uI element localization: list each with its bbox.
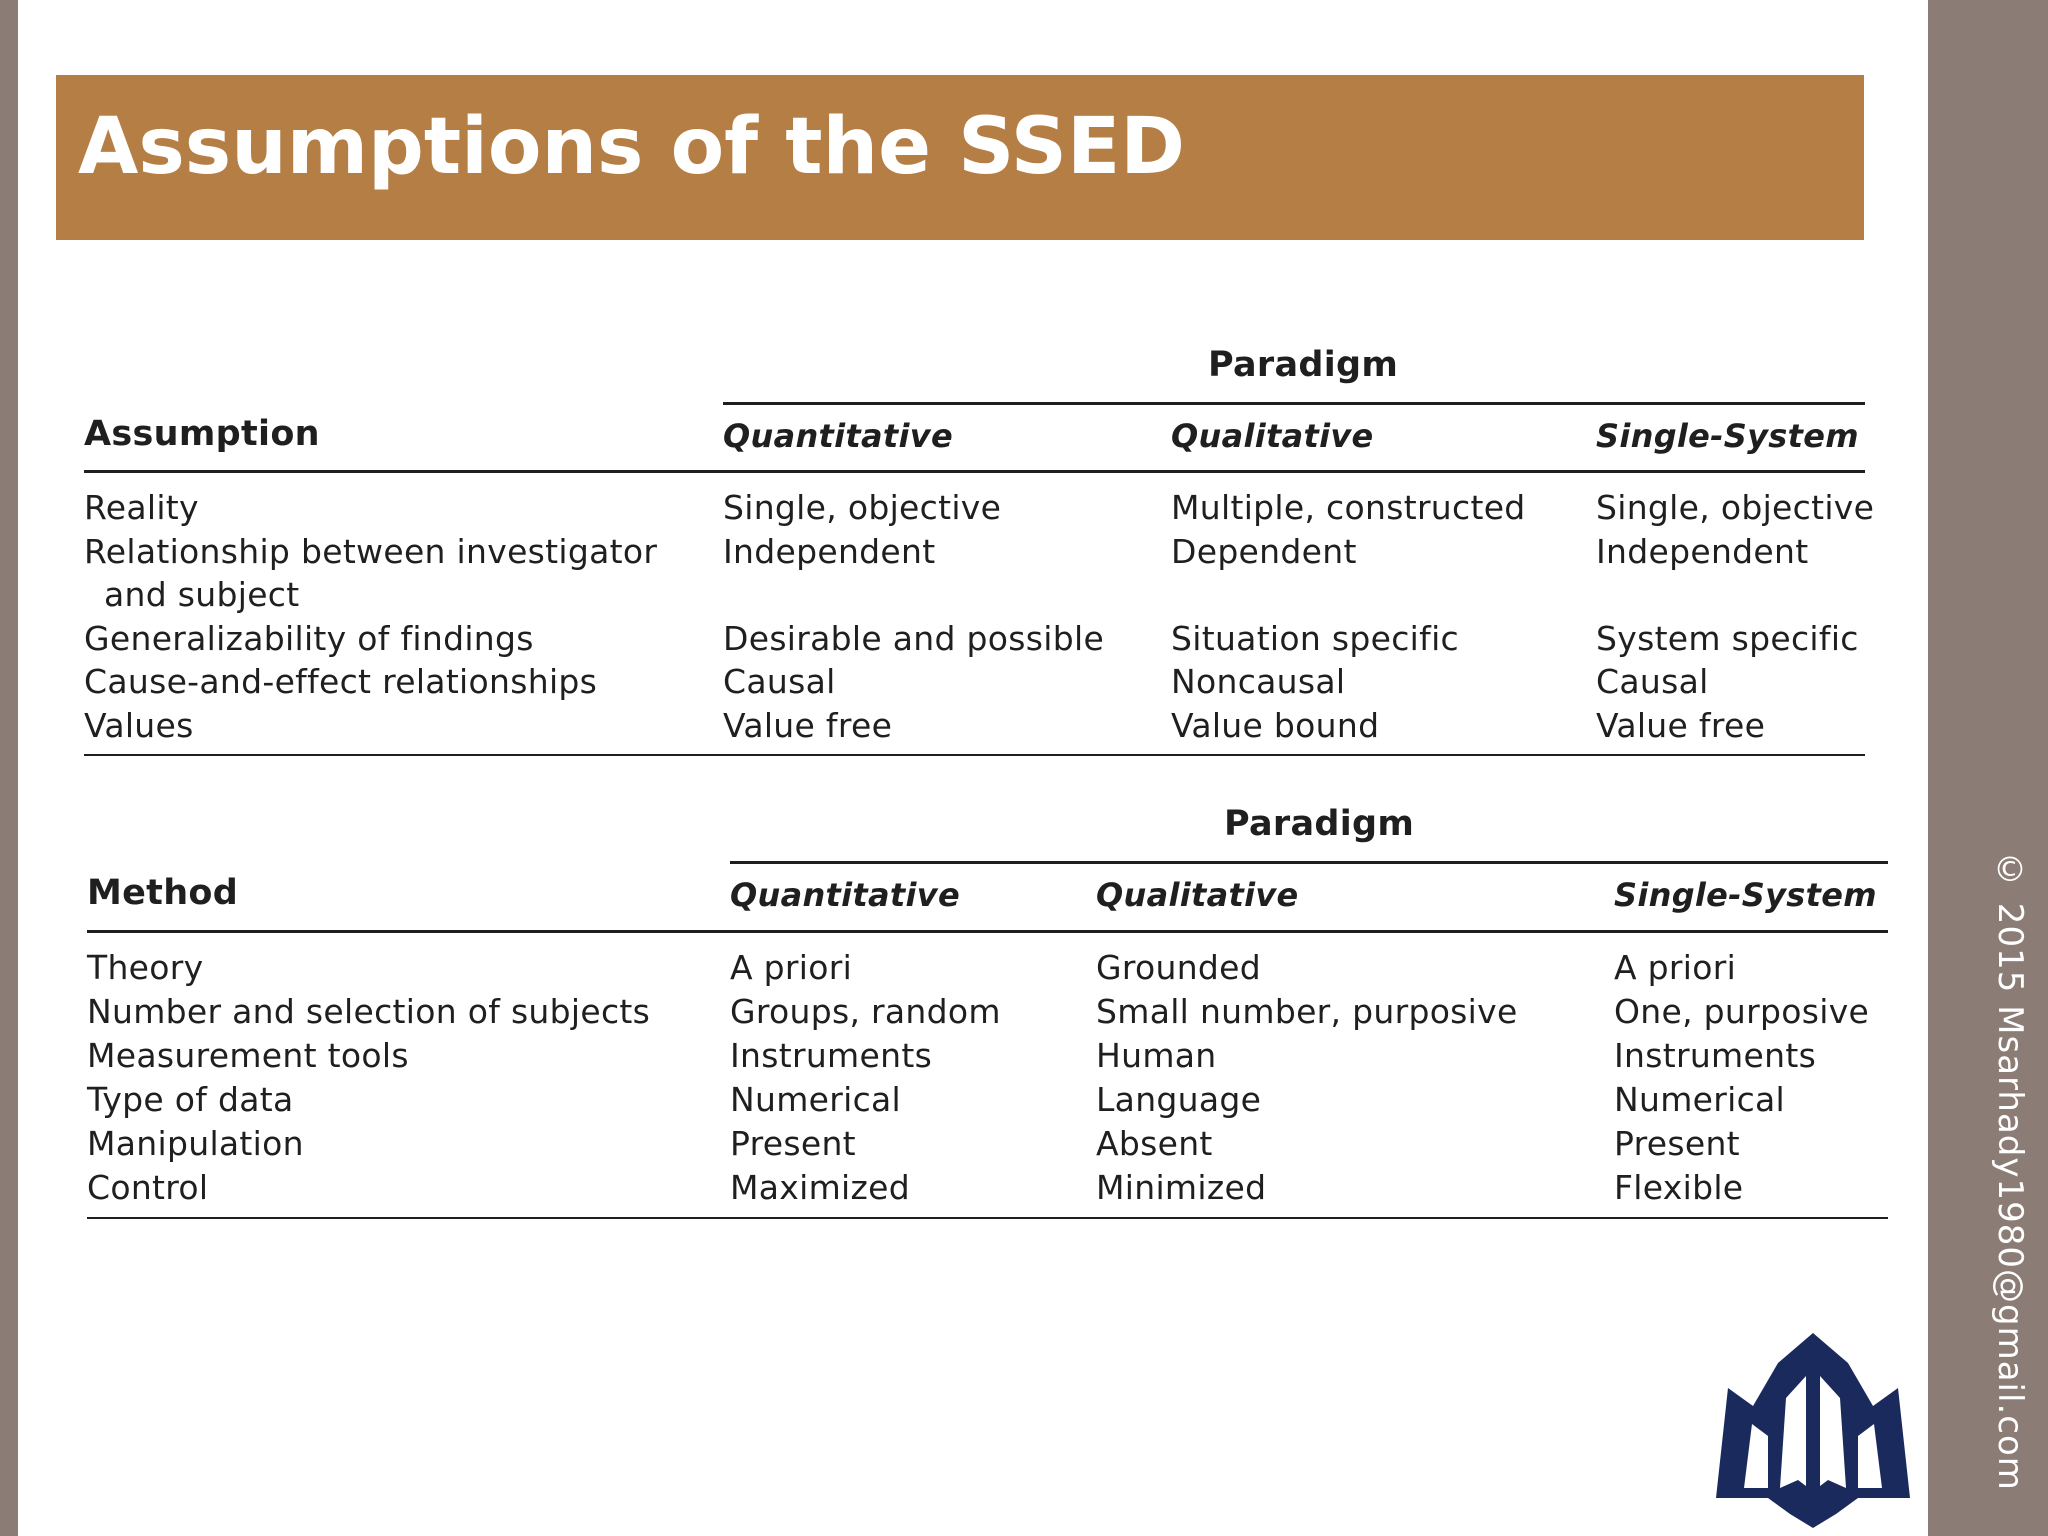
table-cell: Control <box>87 1168 209 1207</box>
table-cell: Theory <box>87 948 204 987</box>
column-header: Method <box>87 873 239 913</box>
table-cell: Numerical <box>1614 1080 1786 1119</box>
table-cell: Dependent <box>1171 531 1357 571</box>
table-cell: Minimized <box>1096 1168 1267 1207</box>
table-cell: Causal <box>723 662 836 701</box>
table-cell: Flexible <box>1614 1168 1744 1207</box>
column-header: Qualitative <box>1096 876 1299 914</box>
column-header: Single-System <box>1614 876 1877 914</box>
table-cell: One, purposive <box>1614 992 1870 1031</box>
copyright-text: © 2015 Msarhady1980@gmail.com <box>1990 850 2030 1491</box>
table-cell: Language <box>1096 1080 1262 1119</box>
column-header: Qualitative <box>1171 417 1374 455</box>
table-cell: Numerical <box>730 1080 902 1119</box>
table-cell: System specific <box>1596 618 1859 658</box>
table-cell: Present <box>730 1124 856 1163</box>
table-cell: Grounded <box>1096 948 1262 987</box>
table-cell: Small number, purposive <box>1096 992 1518 1031</box>
header-rule <box>87 930 1888 933</box>
paradigm-label: Paradigm <box>1208 345 1399 385</box>
bottom-rule <box>87 1217 1888 1219</box>
table-cell: Independent <box>1596 531 1809 571</box>
column-header: Assumption <box>84 414 320 454</box>
table-cell: Generalizability of findings <box>84 618 534 658</box>
methods-table <box>18 0 1928 1536</box>
table-cell: Instruments <box>730 1036 933 1075</box>
table-cell: Value free <box>1596 705 1766 745</box>
slide-title: Assumptions of the SSED <box>78 102 1186 192</box>
table-cell: Absent <box>1096 1124 1213 1163</box>
table-cell: Type of data <box>87 1080 294 1119</box>
table-cell: Cause-and-effect relationships <box>84 662 598 701</box>
table-cell: Present <box>1614 1124 1740 1163</box>
table-cell: Groups, random <box>730 992 1001 1031</box>
table-cell: Single, objective <box>1596 488 1875 527</box>
column-header: Quantitative <box>723 417 953 455</box>
table-cell: and subject <box>104 575 300 614</box>
paradigm-rule <box>730 861 1888 864</box>
paradigm-label: Paradigm <box>1224 804 1415 844</box>
table-cell: Values <box>84 705 194 745</box>
table-cell: Instruments <box>1614 1036 1817 1075</box>
table-cell: Manipulation <box>87 1124 304 1163</box>
table-cell: A priori <box>1614 948 1737 987</box>
table-cell: Measurement tools <box>87 1036 409 1075</box>
table-cell: Causal <box>1596 662 1709 701</box>
table-cell: Value bound <box>1171 705 1380 745</box>
table-cell: Single, objective <box>723 488 1002 527</box>
table-cell: A priori <box>730 948 853 987</box>
table-cell: Relationship between investigator <box>84 531 658 571</box>
university-logo-icon <box>1708 1328 1918 1528</box>
table-cell: Noncausal <box>1171 662 1346 701</box>
table-cell: Reality <box>84 488 199 527</box>
table-cell: Value free <box>723 705 893 745</box>
column-header: Quantitative <box>730 876 960 914</box>
column-header: Single-System <box>1596 417 1859 455</box>
table-cell: Independent <box>723 531 936 571</box>
table-cell: Situation specific <box>1171 618 1459 658</box>
table-cell: Number and selection of subjects <box>87 992 651 1031</box>
table-cell: Maximized <box>730 1168 910 1207</box>
table-cell: Desirable and possible <box>723 618 1105 658</box>
table-cell: Multiple, constructed <box>1171 488 1526 527</box>
table-cell: Human <box>1096 1036 1217 1075</box>
slide <box>18 0 1928 1536</box>
